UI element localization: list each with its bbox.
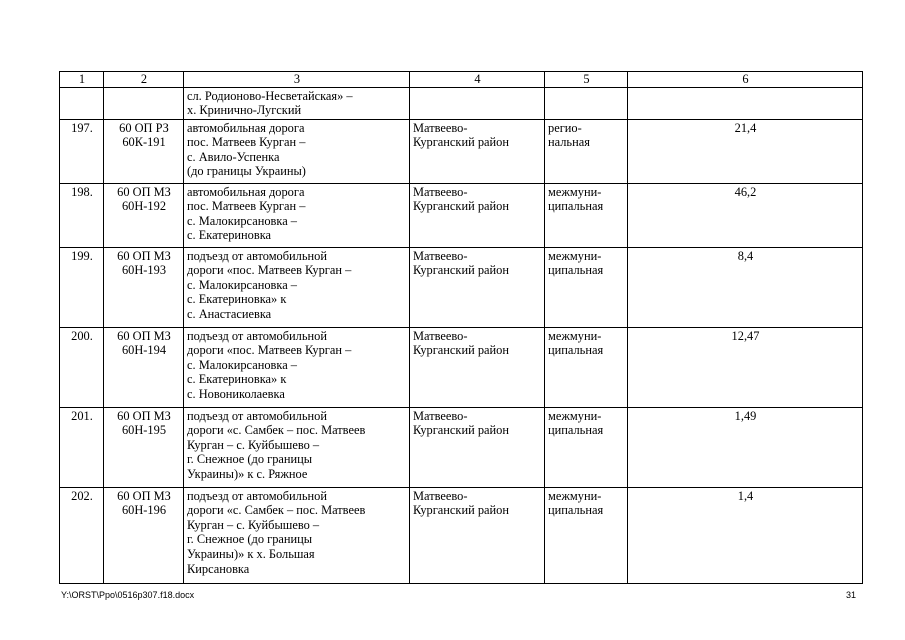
continuation-num-cell <box>60 87 104 119</box>
road-name-line: г. Снежное (до границы <box>187 532 313 547</box>
district-cell <box>410 119 545 183</box>
header-col-1: 1 <box>60 72 104 88</box>
row-number-cell: 199. <box>60 247 104 327</box>
length-cell: 1,49 <box>628 407 863 487</box>
road-name-line: с. Анастасиевка <box>187 306 272 321</box>
road-code-line: 60Н-196 <box>121 503 167 518</box>
table-row <box>60 487 863 583</box>
road-name-line: г. Снежное (до границы <box>187 452 313 467</box>
continuation-length-cell <box>628 87 863 119</box>
district-cell <box>410 407 545 487</box>
road-name-line: Курган – с. Куйбышево – <box>187 437 320 452</box>
district-line: Курганский район <box>413 135 509 150</box>
footer-page-number: 31 <box>846 590 857 600</box>
road-name-cell <box>184 247 410 327</box>
road-name-line: Украины)» к с. Ряжное <box>187 466 308 481</box>
road-name-line: автомобильная дорога <box>187 120 305 135</box>
road-code-cell <box>104 407 184 487</box>
road-code-line: 60 ОП МЗ <box>117 408 171 423</box>
road-name-line: с. Авило-Успенка <box>187 149 280 164</box>
district-line: Матвеево- <box>413 328 468 343</box>
road-code-line: 60 ОП МЗ <box>117 248 171 263</box>
continuation-name-line: х. Кринично-Лугский <box>187 103 302 118</box>
road-code-line: 60 ОП МЗ <box>117 488 171 503</box>
road-code-cell <box>104 327 184 407</box>
road-name-line: подъезд от автомобильной <box>187 328 327 343</box>
road-type-cell <box>545 407 628 487</box>
district-line: Курганский район <box>413 343 509 358</box>
road-name-cell <box>184 327 410 407</box>
road-name-line: с. Екатериновка» к <box>187 292 287 307</box>
road-name-line: Курган – с. Куйбышево – <box>187 517 320 532</box>
road-name-line: Украины)» к х. Большая <box>187 546 315 561</box>
road-type-cell <box>545 119 628 183</box>
table-row <box>60 407 863 487</box>
road-name-line: Кирсановка <box>187 561 250 576</box>
district-cell <box>410 487 545 583</box>
district-line: Матвеево- <box>413 408 468 423</box>
road-type-line: межмуни- <box>548 248 602 263</box>
road-code-line: 60Н-195 <box>121 423 167 438</box>
district-cell <box>410 247 545 327</box>
road-type-line: межмуни- <box>548 408 602 423</box>
roads-table <box>59 71 863 584</box>
continuation-name-line: сл. Родионово-Несветайская» – <box>187 88 353 103</box>
road-name-cell <box>184 407 410 487</box>
road-name-line: с. Екатериновка» к <box>187 372 287 387</box>
road-type-line: межмуни- <box>548 488 602 503</box>
header-col-3: 3 <box>184 72 410 88</box>
table-row <box>60 119 863 183</box>
road-code-cell <box>104 247 184 327</box>
road-type-cell <box>545 487 628 583</box>
row-number-cell: 198. <box>60 183 104 247</box>
length-cell: 46,2 <box>628 183 863 247</box>
road-name-line: дороги «с. Самбек – пос. Матвеев <box>187 503 366 518</box>
road-code-line: 60Н-192 <box>121 199 167 214</box>
road-type-line: регио- <box>548 120 582 135</box>
table-row <box>60 247 863 327</box>
continuation-name-cell <box>184 87 410 119</box>
road-type-line: межмуни- <box>548 328 602 343</box>
footer-file-path: Y:\ORST\Ppo\0516p307.f18.docx <box>61 590 195 600</box>
district-cell <box>410 183 545 247</box>
district-line: Матвеево- <box>413 120 468 135</box>
header-col-6: 6 <box>628 72 863 88</box>
row-number-cell: 201. <box>60 407 104 487</box>
road-code-line: 60 ОП РЗ <box>119 120 169 135</box>
row-number-cell: 200. <box>60 327 104 407</box>
row-number-cell: 197. <box>60 119 104 183</box>
road-type-cell <box>545 247 628 327</box>
road-name-line: с. Малокирсановка – <box>187 213 297 228</box>
length-cell: 1,4 <box>628 487 863 583</box>
road-name-line: подъезд от автомобильной <box>187 248 327 263</box>
road-type-line: ципальная <box>548 343 604 358</box>
continuation-type-cell <box>545 87 628 119</box>
road-name-line: пос. Матвеев Курган – <box>187 135 306 150</box>
road-name-line: подъезд от автомобильной <box>187 408 327 423</box>
road-code-line: 60Н-194 <box>121 343 167 358</box>
district-cell <box>410 327 545 407</box>
road-type-line: нальная <box>548 135 590 150</box>
district-line: Курганский район <box>413 503 509 518</box>
continuation-row <box>60 87 863 119</box>
road-code-cell <box>104 183 184 247</box>
district-line: Матвеево- <box>413 488 468 503</box>
road-code-line: 60 ОП МЗ <box>117 328 171 343</box>
row-number-cell: 202. <box>60 487 104 583</box>
length-cell: 8,4 <box>628 247 863 327</box>
road-name-cell <box>184 487 410 583</box>
road-code-line: 60 ОП МЗ <box>117 184 171 199</box>
road-name-line: с. Екатериновка <box>187 228 272 243</box>
road-type-cell <box>545 327 628 407</box>
road-type-line: ципальная <box>548 503 604 518</box>
length-cell: 12,47 <box>628 327 863 407</box>
district-line: Матвеево- <box>413 184 468 199</box>
continuation-code-cell <box>104 87 184 119</box>
road-name-line: дороги «пос. Матвеев Курган – <box>187 263 352 278</box>
road-type-line: межмуни- <box>548 184 602 199</box>
road-name-line: пос. Матвеев Курган – <box>187 199 306 214</box>
header-row <box>60 72 863 88</box>
road-code-cell <box>104 487 184 583</box>
road-name-line: (до границы Украины) <box>187 164 306 179</box>
district-line: Курганский район <box>413 263 509 278</box>
district-line: Курганский район <box>413 199 509 214</box>
road-name-line: подъезд от автомобильной <box>187 488 327 503</box>
road-name-cell <box>184 183 410 247</box>
table-row <box>60 183 863 247</box>
road-name-cell <box>184 119 410 183</box>
road-name-line: с. Новониколаевка <box>187 386 285 401</box>
road-name-line: автомобильная дорога <box>187 184 305 199</box>
length-cell: 21,4 <box>628 119 863 183</box>
header-col-2: 2 <box>104 72 184 88</box>
road-code-line: 60Н-193 <box>121 263 167 278</box>
district-line: Матвеево- <box>413 248 468 263</box>
road-type-line: ципальная <box>548 263 604 278</box>
road-name-line: дороги «с. Самбек – пос. Матвеев <box>187 423 366 438</box>
road-type-cell <box>545 183 628 247</box>
header-col-5: 5 <box>545 72 628 88</box>
road-name-line: с. Малокирсановка – <box>187 277 297 292</box>
header-col-4: 4 <box>410 72 545 88</box>
road-name-line: с. Малокирсановка – <box>187 357 297 372</box>
road-name-line: дороги «пос. Матвеев Курган – <box>187 343 352 358</box>
road-type-line: ципальная <box>548 199 604 214</box>
continuation-district-cell <box>410 87 545 119</box>
district-line: Курганский район <box>413 423 509 438</box>
road-type-line: ципальная <box>548 423 604 438</box>
table-row <box>60 327 863 407</box>
road-code-line: 60К-191 <box>122 135 166 150</box>
road-code-cell <box>104 119 184 183</box>
